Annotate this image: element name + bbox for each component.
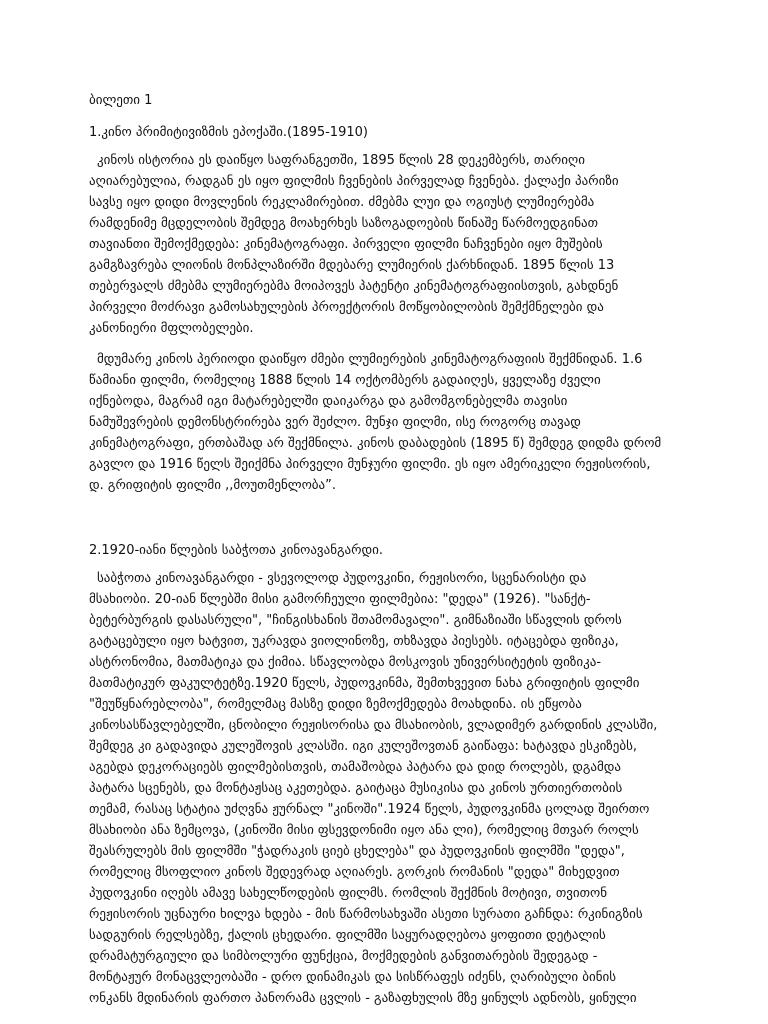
paragraph-line: დ. გრიფიტის ფილმი ,,მოუთმენლობა”. (89, 478, 337, 493)
paragraph-line: მსახიობი ანა ზემცოვა, (კინოში მისი ფსევდონიმი იყო ანა ლი), რომელიც მთვარ როლს (89, 823, 639, 838)
section1-paragraph1 (89, 150, 664, 339)
paragraph-line: კანონიერი მფლობელები. (89, 321, 254, 336)
paragraph-line: კინოსასწავლებელში, ცნობილი რეჟისორისა და მსახიობის, ვლადიმერ გარდინის კლასში, (89, 718, 658, 733)
paragraph-line: მონტაჟურ მონაცვლეობაში - დრო დინამიკას და სისწრაფეს იძენს, ღარიბული ბინის (89, 970, 617, 985)
paragraph-line: თებერვალს ძმებმა ლუმიერებმა მოიპოვეს პატენტი კინემატოგრაფიისთვის, გახდნენ (89, 279, 619, 294)
paragraph-line: ონკანს მდინარის ფართო პანორამა ცვლის - გაზაფხულის მზე ყინულს ადნობს, ყინული (89, 991, 637, 1006)
paragraph-line: თავიანთი შემოქმედება: კინემატოგრაფი. პირველი ფილმი ნაჩვენები იყო მუშების (89, 237, 603, 252)
paragraph-line: "შეუწყნარებლობა", რომელმაც მასზე დიდი ზემოქმედება მოახდინა. ის ეწყობა (89, 697, 582, 712)
section2-paragraph1 (89, 568, 664, 1009)
paragraph-line: პატარა სცენებს, და მონტაჟსაც აკეთებდა. გაიტაცა მუსიკისა და კინოს ურთიერთობის (89, 781, 623, 796)
paragraph-line: აღიარებულია, რადგან ეს იყო ფილმის ჩვენების პირველად ჩვენება. ქალაქი პარიზი (89, 174, 619, 189)
paragraph-line: მათმატიკურ ფაკულტეტზე.1920 წელს, პუდოვკინმა, შემთხვევით ნახა გრიფიტის ფილმი (89, 676, 640, 691)
paragraph-line: მსახიობი. 20-იან წლებში მისი გამორჩეული ფილმებია: "დედა" (1926). "სანქტ- (89, 592, 591, 607)
paragraph-line: ასტრონომია, მათმატიკა და ქიმია. სწავლობდა მოსკოვის უნივერსიტეტის ფიზიკა- (89, 655, 602, 670)
paragraph-line: გატაცებული იყო ხატვით, უკრავდა ვიოლინოზე, თხზავდა პიესებს. იტაცებდა ფიზიკა, (89, 634, 619, 649)
paragraph-line: ნამუშევრების დემონსტრირება ვერ შეძლო. მუნჯი ფილმი, ისე როგორც თავად (89, 415, 581, 430)
paragraph-line: პუდოვკინი იღებს ამავე სახელწოდების ფილმს. რომლის შექმნის მოტივი, თვითონ (89, 886, 608, 901)
paragraph-line: რამდენიმე მცდელობის შემდეგ მოახერხეს საზოგადოების წინაშე წარმოედგინათ (89, 216, 599, 231)
paragraph-line: შეასრულებს მის ფილმში "ჭადრაკის ციებ ცხელება" და პუდოვკინის ფილმში "დედა", (89, 844, 625, 859)
paragraph-line: მდუმარე კინოს პერიოდი დაიწყო ძმები ლუმიერების კინემატოგრაფიის შექმნიდან. 1.6 (97, 352, 643, 367)
section1-paragraph2 (89, 349, 664, 496)
paragraph-line: სადგურის რელსებზე, ქალის ცხედარი. ფილმში საყურადღებოა ყოფითი დეტალის (89, 928, 606, 943)
paragraph-line: კინემატოგრაფი, ერთბაშად არ შექმნილა. კინოს დაბადების (1895 წ) შემდეგ დიდმა დრომ (89, 436, 662, 451)
ticket-title: ბილეთი 1 (89, 93, 153, 108)
paragraph-line: თემამ, რასაც სტატია უძღვნა ჟურნალ "კინოში".1924 წელს, პუდოვკინმა ცოლად შეირთო (89, 802, 650, 817)
paragraph-line: წამიანი ფილმი, რომელიც 1888 წლის 14 ოქტომბერს გადაიღეს, ყველაზე ძველი (89, 373, 601, 388)
paragraph-line: საბჭოთა კინოავანგარდი - ვსევოლოდ პუდოვკინი, რეჟისორი, სცენარისტი და (97, 571, 587, 586)
paragraph-line: პირველი მოძრავი გამოსახულების პროექტორის მოწყობილობის შემქმნელები და (89, 300, 604, 315)
section1-heading: 1.კინო პრიმიტივიზმის ეპოქაში.(1895-1910) (89, 125, 368, 140)
paragraph-line: რეჟისორის უცნაური ხილვა ხდება - მის წარმოსახვაში ასეთი სურათი გაჩნდა: რკინიგზის (89, 907, 643, 922)
paragraph-line: აგებდა დეკორაციებს ფილმებისთვის, თამაშობდა პატარა და დიდ როლებს, დგამდა (89, 760, 622, 775)
paragraph-line: გამგზავრება ლიონის მონპლაზირში მდებარე ლუმიერის ქარხნიდან. 1895 წლის 13 (89, 258, 615, 273)
section2-heading: 2.1920-იანი წლების საბჭოთა კინოავანგარდი. (89, 543, 383, 558)
paragraph-line: სავსე იყო დიდი მოვლენის რეკლამირებით. ძმებმა ლუი და ოგიუსტ ლუმიერებმა (89, 195, 595, 210)
paragraph-line: შემდეგ კი გადავიდა კულეშოვის კლასში. იგი კულეშოვთან გაიწაფა: ხატავდა ესკიზებს, (89, 739, 638, 754)
paragraph-line: გავლო და 1916 წელს შეიქმნა პირველი მუნჯური ფილმი. ეს იყო ამერიკელი რეჟისორის, (89, 457, 651, 472)
paragraph-line: დრამატურგიული და სიმბოლური ფუნქცია, მოქმედების განვითარების შედეგად - (89, 949, 598, 964)
paragraph-line: რომელიც მსოფლიო კინოს შედევრად აღიარეს. გორკის რომანის "დედა" მიხედვით (89, 865, 620, 880)
paragraph-line: კინოს ისტორია ეს დაიწყო საფრანგეთში, 1895 წლის 28 დეკემბერს, თარიღი (97, 153, 585, 168)
paragraph-line: იქნებოდა, მაგრამ იგი მატარებელში დაიკარგა და გამომგონებელმა თავისი (89, 394, 568, 409)
paragraph-line: ბეტერბურგის დასასრული", "ჩინგისხანის შთამომავალი". გიმნაზიაში სწავლის დროს (89, 613, 622, 628)
